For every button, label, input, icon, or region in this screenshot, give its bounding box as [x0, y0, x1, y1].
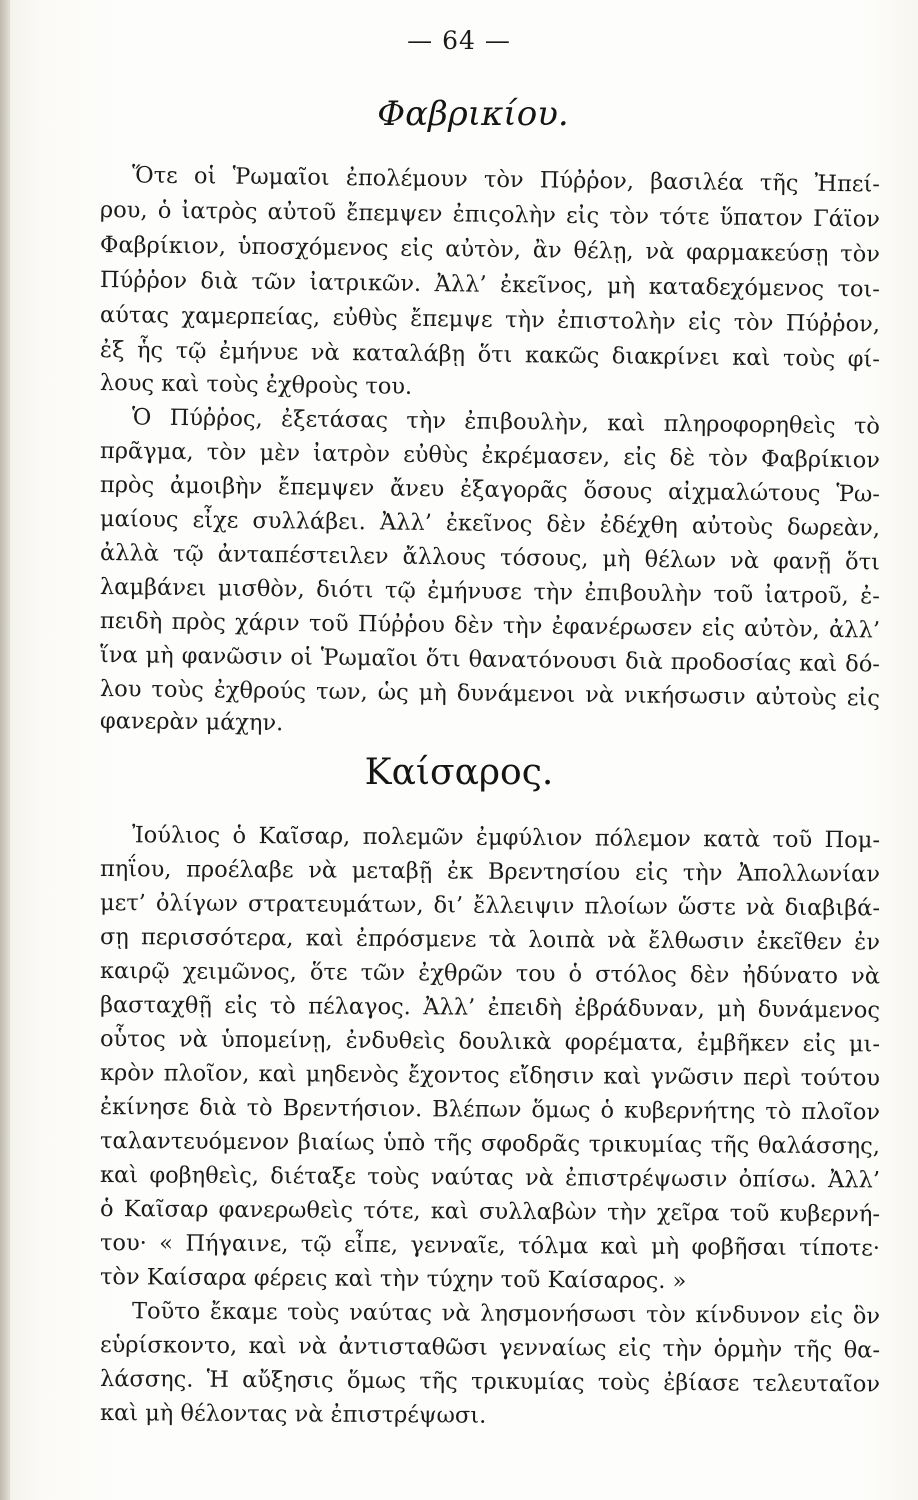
text-line: καιρῷ χειμῶνος, ὅτε τῶν ἐχθρῶν του ὁ στόλος δὲν ἠδύνατο νὰ [99, 958, 881, 990]
page-binding-shadow [0, 0, 10, 1500]
section-title-fabricius: Φαβρικίου. [377, 94, 569, 134]
text-line: Ὅτε οἱ Ῥωμαῖοι ἐπολέμουν τὸν Πύῤῥον, βασιλέα τῆς Ἠπεί- [131, 162, 881, 198]
text-line: πειδὴ πρὸς χάριν τοῦ Πύῤῥου δὲν τὴν ἐφανέρωσεν εἰς αὐτὸν, ἀλλ’ [99, 608, 881, 644]
text-line: ἐκίνησε διὰ τὸ Βρεντήσιον. Βλέπων ὅμως ὁ κυβερνήτης τὸ πλοῖον [99, 1094, 881, 1126]
text-line: καὶ μὴ θέλοντας νὰ ἐπιστρέψωσι. [99, 1400, 487, 1429]
text-line: Τοῦτο ἔκαμε τοὺς ναύτας νὰ λησμονήσωσι τὸν κίνδυνον εἰς ὃν [131, 1298, 881, 1330]
text-line: βασταχθῇ εἰς τὸ πέλαγος. Ἀλλ’ ἐπειδὴ ἐβράδυναν, μὴ δυνάμενος [99, 992, 881, 1024]
text-line: ἀλλὰ τῷ ἀνταπέστειλεν ἄλλους τόσους, μὴ θέλων νὰ φανῇ ὅτι [99, 540, 881, 576]
text-line: ρου, ὁ ἰατρὸς αὐτοῦ ἔπεμψεν ἐπιςολὴν εἰς τὸν τότε ὕπατον Γάϊον [99, 197, 881, 233]
text-line: ἐξ ἧς τῷ ἐμήνυε νὰ καταλάβῃ ὅτι κακῶς διακρίνει καὶ τοὺς φί- [99, 337, 881, 373]
text-line: ταλαντευόμενον βιαίως ὑπὸ τῆς σφοδρᾶς τρικυμίας τῆς θαλάσσης, [99, 1128, 881, 1160]
text-line: Πύῤῥον διὰ τῶν ἰατρικῶν. Ἀλλ’ ἐκεῖνος, μὴ καταδεχόμενος τοι- [99, 267, 881, 303]
text-line: λαμβάνει μισθὸν, διότι τῷ ἐμήνυσε τὴν ἐπιβουλὴν τοῦ ἰατροῦ, ἐ- [99, 574, 881, 610]
page-number: — 64 — [407, 26, 511, 55]
text-line: του· « Πήγαινε, τῷ εἶπε, γενναῖε, τόλμα καὶ μὴ φοβῆσαι τίποτε· [99, 1230, 881, 1262]
text-line: πρὸς ἀμοιβὴν ἔπεμψεν ἄνευ ἐξαγορᾶς ὅσους αἰχμαλώτους Ῥω- [99, 472, 881, 508]
text-line: οὗτος νὰ ὑπομείνῃ, ἐνδυθεὶς δουλικὰ φορέματα, ἐμβῆκεν εἰς μι- [99, 1026, 881, 1058]
text-line: Ἰούλιος ὁ Καῖσαρ, πολεμῶν ἐμφύλιον πόλεμον κατὰ τοῦ Πομ- [131, 822, 881, 854]
text-line: φανερὰν μάχην. [99, 708, 284, 737]
text-line: πρᾶγμα, τὸν μὲν ἰατρὸν εὐθὺς ἐκρέμασεν, εἰς δὲ τὸν Φαβρίκιον [99, 438, 881, 474]
text-line: καὶ φοβηθεὶς, διέταξε τοὺς ναύτας νὰ ἐπιστρέψωσιν ὀπίσω. Ἀλλ’ [99, 1162, 881, 1194]
text-line: μετ’ ὀλίγων στρατευμάτων, δι’ ἔλλειψιν πλοίων ὥστε νὰ διαβιβά- [99, 890, 881, 922]
text-line: σῃ περισσότερα, καὶ ἐπρόσμενε τὰ λοιπὰ νὰ ἔλθωσιν ἐκεῖθεν ἐν [99, 924, 881, 956]
text-line: κρὸν πλοῖον, καὶ μηδενὸς ἔχοντος εἴδησιν καὶ γνῶσιν περὶ τούτου [99, 1060, 881, 1092]
text-line: αύτας χαμερπείας, εὐθὺς ἔπεμψε τὴν ἐπιστολὴν εἰς τὸν Πύῤῥον, [99, 302, 881, 338]
text-line: μαίους εἶχε συλλάβει. Ἀλλ’ ἐκεῖνος δὲν ἐδέχθη αὐτοὺς δωρεὰν, [99, 506, 881, 542]
text-line: λάσσης. Ἡ αὔξησις ὅμως τῆς τρικυμίας τοὺς ἐβίασε τελευταῖον [99, 1366, 881, 1398]
text-line: Ὁ Πύῤῥος, ἐξετάσας τὴν ἐπιβουλὴν, καὶ πληροφορηθεὶς τὸ [131, 404, 881, 440]
text-line: Φαβρίκιον, ὑποσχόμενος εἰς αὐτὸν, ἂν θέλῃ, νὰ φαρμακεύσῃ τὸν [99, 232, 881, 268]
text-line: λους καὶ τοὺς ἐχθροὺς του. [99, 370, 413, 400]
text-line: ἵνα μὴ φανῶσιν οἱ Ῥωμαῖοι ὅτι θανατόνουσι διὰ προδοσίας καὶ δό- [99, 642, 881, 678]
text-line: λου τοὺς ἐχθρούς των, ὡς μὴ δυνάμενοι νὰ νικήσωσιν αὐτοὺς εἰς [99, 676, 881, 712]
text-line: πηΐου, προέλαβε νὰ μεταβῇ ἐκ Βρεντησίου εἰς τὴν Ἀπολλωνίαν [99, 856, 881, 888]
text-line: ὁ Καῖσαρ φανερωθεὶς τότε, καὶ συλλαβὼν τὴν χεῖρα τοῦ κυβερνή- [99, 1196, 881, 1228]
text-line: εὑρίσκοντο, καὶ νὰ ἀντισταθῶσι γενναίως εἰς τὴν ὁρμὴν τῆς θα- [99, 1332, 881, 1364]
text-line: τὸν Καίσαρα φέρεις καὶ τὴν τύχην τοῦ Καίσαρος. » [99, 1264, 687, 1295]
section-title-caesar: Καίσαρος. [364, 752, 554, 793]
